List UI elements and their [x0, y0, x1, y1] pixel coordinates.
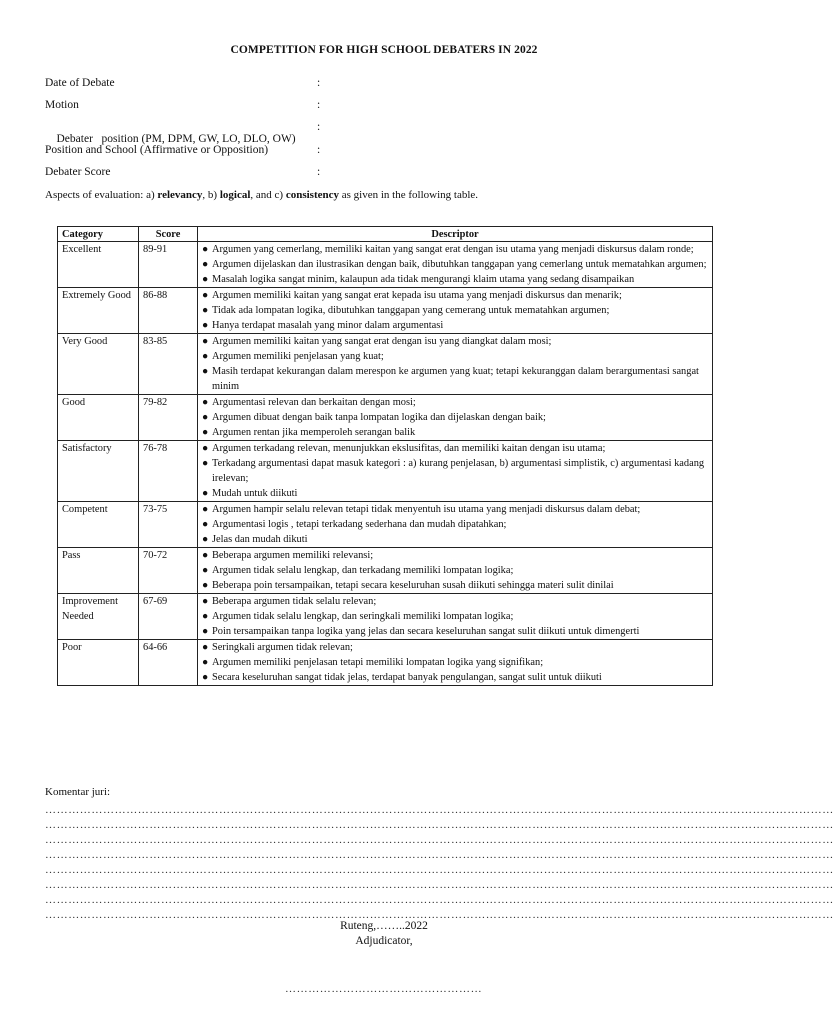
score-cell: 64-66 — [139, 640, 198, 686]
aspect-consistency: consistency — [285, 189, 340, 201]
descriptor-list — [202, 242, 708, 287]
score-cell: 79-82 — [139, 395, 198, 441]
descriptor-text: Argumen memiliki penjelasan yang kuat; — [212, 351, 384, 362]
field-label: Date of Debate — [45, 77, 115, 89]
descriptor-text: Argumen dibuat dengan baik tanpa lompatan logika dan dijelaskan dengan baik; — [212, 412, 546, 423]
category-cell: Poor — [58, 640, 139, 686]
bullet-icon: ● — [202, 366, 209, 377]
aspects-of-evaluation — [45, 189, 478, 201]
bullet-icon: ● — [202, 488, 209, 499]
bullet-icon: ● — [202, 458, 209, 469]
score-cell: 76-78 — [139, 441, 198, 502]
bullet-icon: ● — [202, 320, 209, 331]
field-separator: : — [317, 144, 321, 156]
table-row — [58, 395, 713, 441]
bullet-icon: ● — [202, 580, 209, 591]
descriptor-text: Poin tersampaikan tanpa logika yang jelas dan secara keseluruhan sangat sulit diikuti untuk dimengerti — [212, 626, 640, 637]
descriptor-cell — [198, 502, 713, 548]
category-cell: Very Good — [58, 334, 139, 395]
field-label: Debater Score — [45, 166, 111, 178]
score-cell: 73-75 — [139, 502, 198, 548]
comment-line: …………………………………………………………………………………………………………………………………………………………………………………… — [45, 819, 834, 831]
category-cell: Good — [58, 395, 139, 441]
bullet-icon: ● — [202, 519, 209, 530]
table-row — [58, 594, 713, 640]
list-item — [202, 303, 708, 318]
field-motion — [45, 99, 321, 111]
list-item — [202, 349, 708, 364]
header-descriptor: Descriptor — [198, 227, 713, 242]
descriptor-list — [202, 395, 708, 440]
comment-line: …………………………………………………………………………………………………………………………………………………………………………………… — [45, 879, 834, 891]
table-row — [58, 334, 713, 395]
aspects-text: , b) — [202, 189, 220, 201]
descriptor-list — [202, 502, 708, 547]
score-cell: 70-72 — [139, 548, 198, 594]
comment-line: …………………………………………………………………………………………………………………………………………………………………………………… — [45, 894, 834, 906]
list-item — [202, 486, 708, 501]
list-item — [202, 502, 708, 517]
descriptor-text: Beberapa poin tersampaikan, tetapi secara keseluruhan susah diikuti sehingga materi sulit dinilai — [212, 580, 614, 591]
descriptor-list — [202, 548, 708, 593]
bullet-icon: ● — [202, 534, 209, 545]
descriptor-cell — [198, 242, 713, 288]
aspects-text: Aspects of evaluation: a) — [45, 189, 158, 201]
bullet-icon: ● — [202, 412, 209, 423]
list-item — [202, 594, 708, 609]
field-separator: : — [317, 77, 321, 89]
list-item — [202, 640, 708, 655]
table-row — [58, 548, 713, 594]
document-title: COMPETITION FOR HIGH SCHOOL DEBATERS IN 2022 — [230, 44, 538, 56]
descriptor-list — [202, 334, 708, 394]
descriptor-text: Hanya terdapat masalah yang minor dalam argumentasi — [212, 320, 444, 331]
aspects-text: , and c) — [250, 189, 286, 201]
descriptor-text: Argumen terkadang relevan, menunjukkan ekslusifitas, dan memiliki kaitan dengan isu utama; — [212, 443, 606, 454]
descriptor-text: Secara keseluruhan sangat tidak jelas, terdapat banyak pengulangan, sangat sulit untuk diikuti — [212, 672, 602, 683]
header-score: Score — [139, 227, 198, 242]
header-category: Category — [58, 227, 139, 242]
descriptor-cell — [198, 594, 713, 640]
bullet-icon: ● — [202, 626, 209, 637]
list-item — [202, 242, 708, 257]
descriptor-text: Masalah logika sangat minim, kalaupun ada tidak mengurangi klaim utama yang sedang disampaikan — [212, 274, 635, 285]
table-row — [58, 242, 713, 288]
table-row — [58, 640, 713, 686]
descriptor-text: Argumen hampir selalu relevan tetapi tidak menyentuh isu utama yang menjadi diskursus dalam debat; — [212, 504, 641, 515]
descriptor-list — [202, 594, 708, 639]
category-cell: Extremely Good — [58, 288, 139, 334]
descriptor-cell — [198, 640, 713, 686]
category-cell: Competent — [58, 502, 139, 548]
descriptor-text: Argumen dijelaskan dan ilustrasikan dengan baik, dibutuhkan tanggapan yang cemerlang untuk mematahkan argumen; — [212, 259, 707, 270]
aspect-logical: logical — [219, 189, 251, 201]
list-item — [202, 670, 708, 685]
list-item — [202, 609, 708, 624]
descriptor-text: Argumen yang cemerlang, memiliki kaitan yang sangat erat dengan isu utama yang menjadi diskursus dalam ronde; — [212, 244, 694, 255]
list-item — [202, 272, 708, 287]
list-item — [202, 425, 708, 440]
rubric-table — [57, 226, 713, 686]
bullet-icon: ● — [202, 397, 209, 408]
descriptor-list — [202, 640, 708, 685]
field-debater-score — [45, 166, 321, 178]
descriptor-text: Argumen tidak selalu lengkap, dan terkadang memiliki lompatan logika; — [212, 565, 514, 576]
table-row — [58, 502, 713, 548]
list-item — [202, 364, 708, 394]
comment-line: …………………………………………………………………………………………………………………………………………………………………………………… — [45, 864, 834, 876]
comment-line: …………………………………………………………………………………………………………………………………………………………………………………… — [45, 834, 834, 846]
score-cell: 67-69 — [139, 594, 198, 640]
descriptor-cell — [198, 441, 713, 502]
list-item — [202, 456, 708, 486]
list-item — [202, 655, 708, 670]
descriptor-cell — [198, 288, 713, 334]
field-label: Motion — [45, 99, 79, 111]
descriptor-text: Mudah untuk diikuti — [212, 488, 298, 499]
descriptor-text: Jelas dan mudah dikuti — [212, 534, 308, 545]
list-item — [202, 548, 708, 563]
list-item — [202, 288, 708, 303]
bullet-icon: ● — [202, 504, 209, 515]
descriptor-text: Terkadang argumentasi dapat masuk kategori : a) kurang penjelasan, b) argumentasi simplistik, c) argumentasi kadang irelevan; — [212, 458, 705, 484]
field-label: Debater position (PM, DPM, GW, LO, DLO, OW) — [56, 133, 296, 145]
bullet-icon: ● — [202, 657, 209, 668]
descriptor-text: Argumen memiliki penjelasan tetapi memiliki lompatan logika yang signifikan; — [212, 657, 544, 668]
score-cell: 89-91 — [139, 242, 198, 288]
field-date-of-debate — [45, 77, 321, 89]
descriptor-text: Argumen memiliki kaitan yang sangat erat dengan isu yang diangkat dalam mosi; — [212, 336, 552, 347]
list-item — [202, 395, 708, 410]
descriptor-text: Argumentasi relevan dan berkaitan dengan mosi; — [212, 397, 416, 408]
descriptor-text: Beberapa argumen memiliki relevansi; — [212, 550, 374, 561]
list-item — [202, 257, 708, 272]
aspect-relevancy: relevancy — [157, 189, 203, 201]
score-cell: 86-88 — [139, 288, 198, 334]
category-cell: Excellent — [58, 242, 139, 288]
list-item — [202, 517, 708, 532]
list-item — [202, 318, 708, 333]
bullet-icon: ● — [202, 565, 209, 576]
bullet-icon: ● — [202, 351, 209, 362]
descriptor-cell — [198, 548, 713, 594]
descriptor-cell — [198, 334, 713, 395]
score-cell: 83-85 — [139, 334, 198, 395]
signature-line: …………………………………………… — [285, 983, 483, 995]
table-header-row — [58, 227, 713, 242]
table-row — [58, 288, 713, 334]
field-position-and-school — [45, 144, 321, 156]
descriptor-text: Masih terdapat kekurangan dalam merespon ke argumen yang kuat; tetapi kekuranggan dalam berargumentasi sangat minim — [212, 366, 699, 392]
bullet-icon: ● — [202, 259, 209, 270]
descriptor-text: Argumen memiliki kaitan yang sangat erat kepada isu utama yang menjadi diskursus dan menarik; — [212, 290, 622, 301]
adjudicator-label: Adjudicator, — [355, 935, 413, 947]
bullet-icon: ● — [202, 642, 209, 653]
list-item — [202, 578, 708, 593]
bullet-icon: ● — [202, 290, 209, 301]
descriptor-text: Argumentasi logis , tetapi terkadang sederhana dan mudah dipatahkan; — [212, 519, 507, 530]
bullet-icon: ● — [202, 596, 209, 607]
aspects-text: as given in the following table. — [339, 189, 479, 201]
list-item — [202, 563, 708, 578]
bullet-icon: ● — [202, 550, 209, 561]
bullet-icon: ● — [202, 244, 209, 255]
category-cell: Satisfactory — [58, 441, 139, 502]
comment-line: …………………………………………………………………………………………………………………………………………………………………………………… — [45, 804, 834, 816]
category-cell: Improvement Needed — [58, 594, 139, 640]
bullet-icon: ● — [202, 427, 209, 438]
bullet-icon: ● — [202, 336, 209, 347]
bullet-icon: ● — [202, 672, 209, 683]
field-separator: : — [317, 166, 321, 178]
descriptor-list — [202, 288, 708, 333]
bullet-icon: ● — [202, 305, 209, 316]
comment-line: …………………………………………………………………………………………………………………………………………………………………………………… — [45, 909, 834, 921]
field-separator: : — [317, 99, 321, 111]
descriptor-text: Seringkali argumen tidak relevan; — [212, 642, 353, 653]
place-date: Ruteng,……..2022 — [340, 920, 428, 932]
list-item — [202, 334, 708, 349]
komentar-label: Komentar juri: — [45, 786, 111, 798]
rubric-body — [58, 242, 713, 686]
list-item — [202, 441, 708, 456]
list-item — [202, 410, 708, 425]
descriptor-text: Argumen tidak selalu lengkap, dan seringkali memiliki lompatan logika; — [212, 611, 514, 622]
field-separator: : — [317, 121, 321, 133]
descriptor-text: Argumen rentan jika memperoleh serangan balik — [212, 427, 416, 438]
descriptor-text: Beberapa argumen tidak selalu relevan; — [212, 596, 377, 607]
list-item — [202, 624, 708, 639]
field-label: Position and School (Affirmative or Opposition) — [45, 144, 269, 156]
category-cell: Pass — [58, 548, 139, 594]
table-row — [58, 441, 713, 502]
descriptor-text: Tidak ada lompatan logika, dibutuhkan tanggapan yang cemerang untuk mematahkan argumen; — [212, 305, 610, 316]
bullet-icon: ● — [202, 443, 209, 454]
descriptor-list — [202, 441, 708, 501]
comment-line: …………………………………………………………………………………………………………………………………………………………………………………… — [45, 849, 834, 861]
descriptor-cell — [198, 395, 713, 441]
bullet-icon: ● — [202, 611, 209, 622]
list-item — [202, 532, 708, 547]
bullet-icon: ● — [202, 274, 209, 285]
